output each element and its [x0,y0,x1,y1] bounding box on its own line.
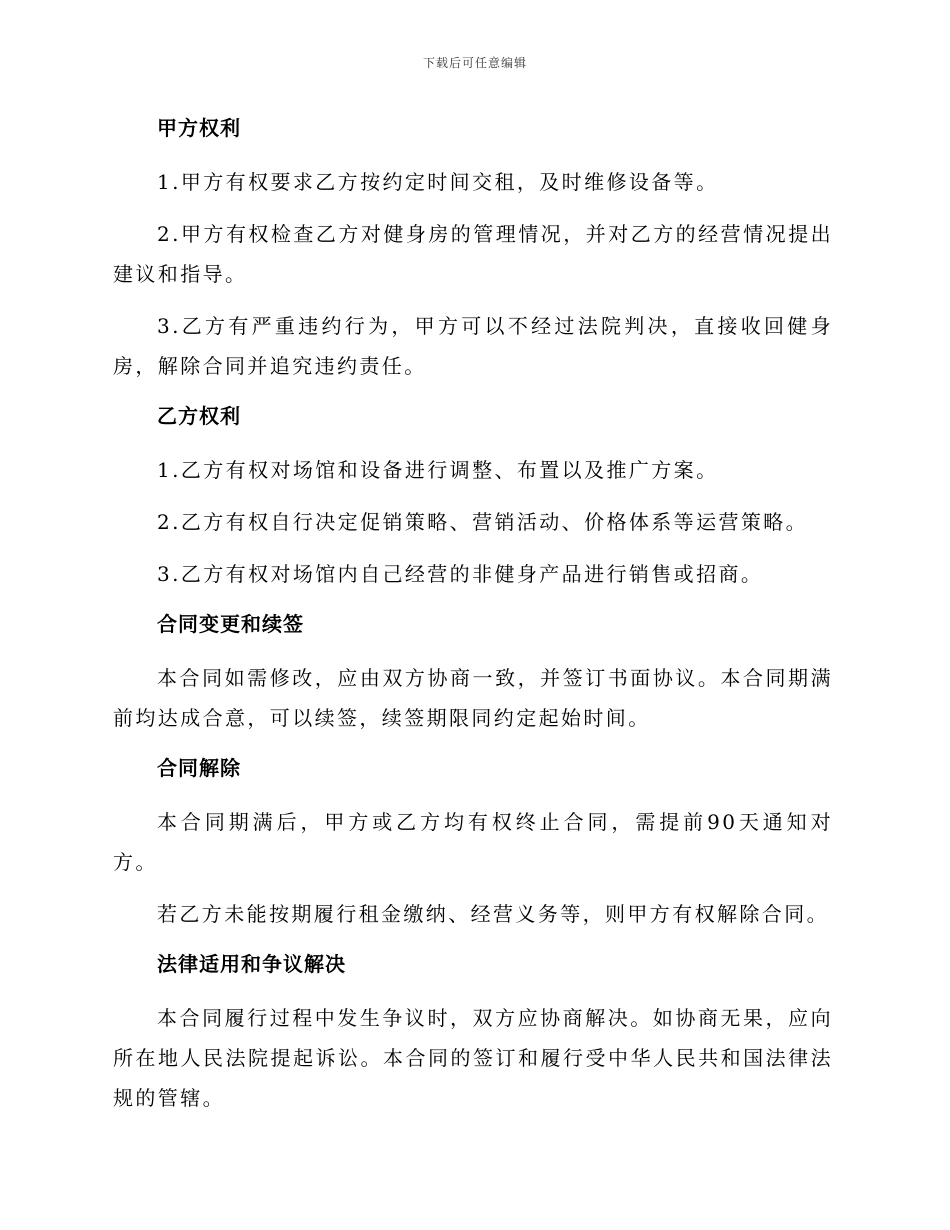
paragraph: 本合同如需修改，应由双方协商一致，并签订书面协议。本合同期满前均达成合意，可以续签，续签期限同约定起始时间。 [113,666,833,730]
paragraph: 若乙方未能按期履行租金缴纳、经营义务等，则甲方有权解除合同。 [157,902,829,926]
paragraph: 本合同期满后，甲方或乙方均有权终止合同，需提前90天通知对方。 [113,810,833,874]
section-heading-amendment-renewal: 合同变更和续签 [157,612,304,636]
paragraph: 3.乙方有权对场馆内自己经营的非健身产品进行销售或招商。 [157,562,764,586]
paragraph: 3.乙方有严重违约行为，甲方可以不经过法院判决，直接收回健身房，解除合同并追究违约责任。 [113,314,833,378]
paragraph: 1.甲方有权要求乙方按约定时间交租，及时维修设备等。 [157,170,719,194]
paragraph: 2.乙方有权自行决定促销策略、营销活动、价格体系等运营策略。 [157,510,809,534]
section-heading-party-a-rights: 甲方权利 [157,116,241,140]
page-header-note: 下载后可任意编辑 [422,56,527,70]
section-heading-law-disputes: 法律适用和争议解决 [157,952,346,976]
section-heading-party-b-rights: 乙方权利 [157,404,241,428]
document-body [113,110,833,1130]
paragraph: 1.乙方有权对场馆和设备进行调整、布置以及推广方案。 [157,458,719,482]
paragraph: 2.甲方有权检查乙方对健身房的管理情况，并对乙方的经营情况提出建议和指导。 [113,222,833,286]
paragraph: 本合同履行过程中发生争议时，双方应协商解决。如协商无果，应向所在地人民法院提起诉讼。本合同的签订和履行受中华人民共和国法律法规的管辖。 [113,1006,833,1110]
section-heading-termination: 合同解除 [157,756,241,780]
